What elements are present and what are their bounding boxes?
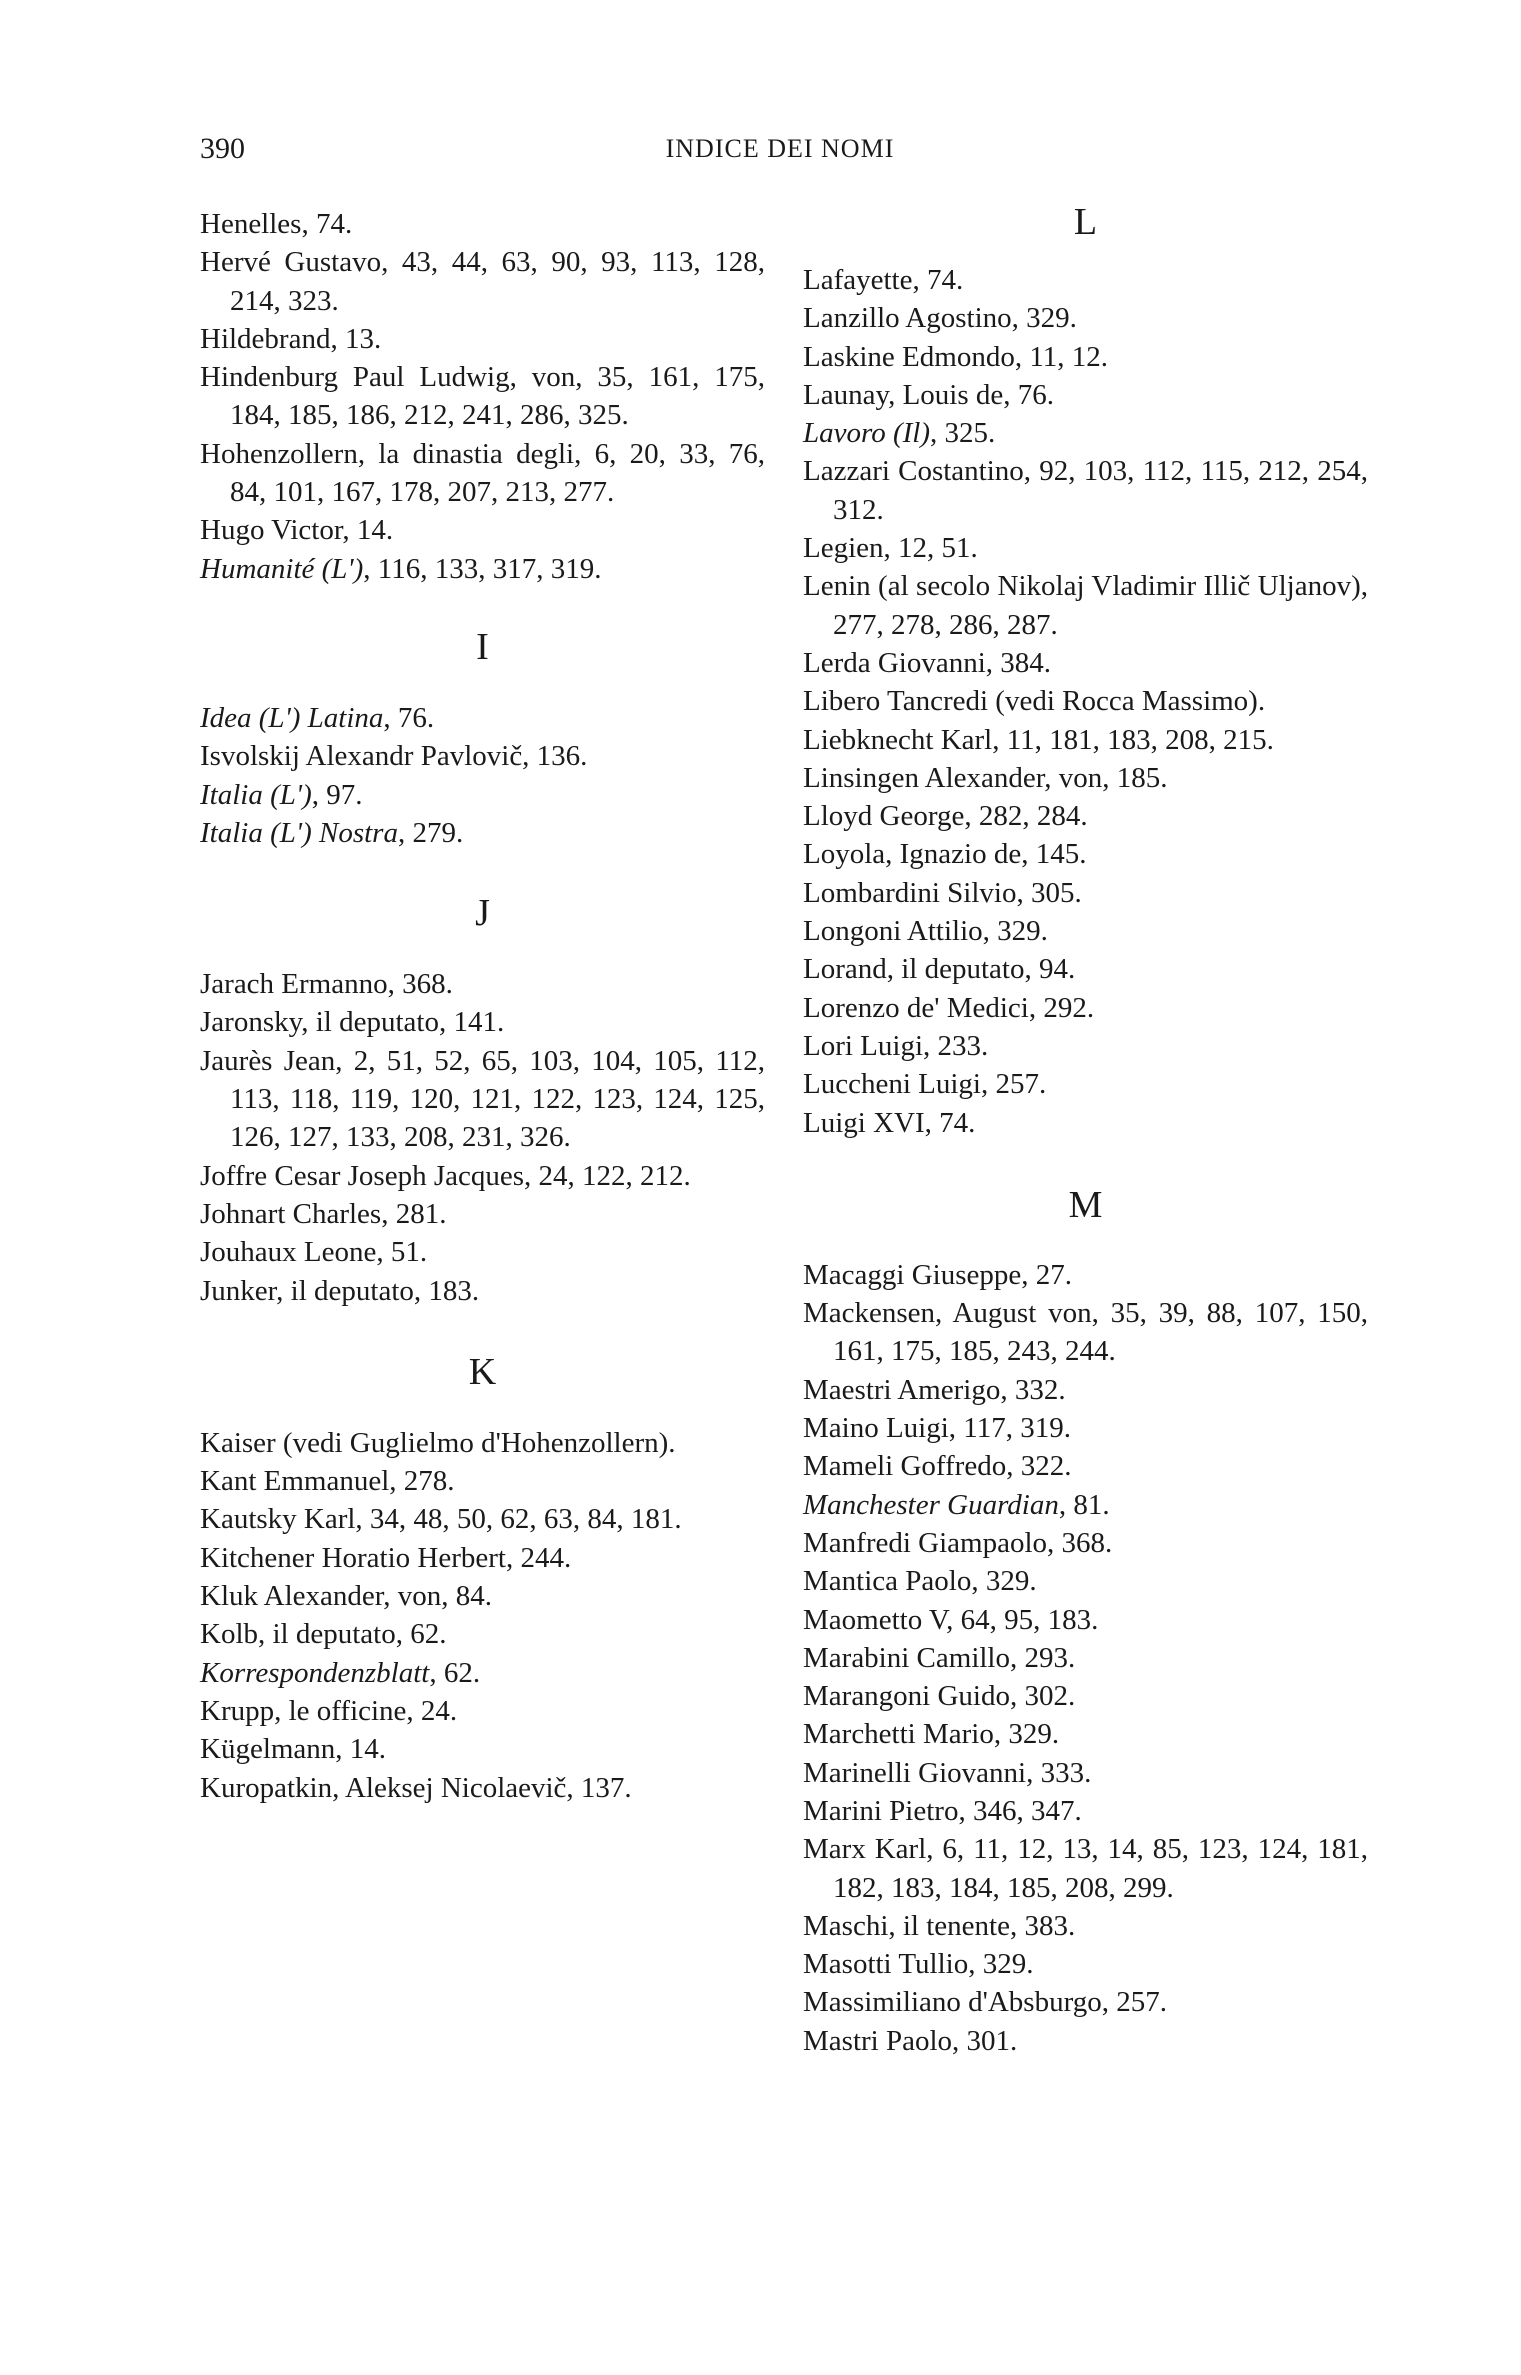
index-entry [803, 1562, 1368, 1600]
entry-text: , 116, 133, 317, 319. [363, 552, 602, 585]
index-entry [803, 989, 1368, 1027]
entry-text: Jarach Ermanno, 368. [200, 968, 453, 1001]
entry-text: Joffre Cesar Joseph Jacques, 24, 122, 212. [200, 1159, 691, 1192]
entry-text: Masotti Tullio, 329. [803, 1948, 1034, 1981]
index-entry [803, 261, 1368, 299]
index-entry [803, 299, 1368, 337]
entry-text: Hugo Victor, 14. [200, 514, 394, 547]
entry-text: Manfredi Giampaolo, 368. [803, 1526, 1113, 1559]
section-letter-j: J [475, 892, 490, 935]
index-group-h [200, 205, 765, 588]
section-letter-i: I [476, 625, 489, 668]
entry-text: Marini Pietro, 346, 347. [803, 1794, 1082, 1827]
entry-text: , 76. [383, 701, 435, 734]
index-entry [803, 338, 1368, 376]
index-entry [200, 1042, 765, 1157]
entry-text: Kluk Alexander, von, 84. [200, 1580, 493, 1613]
index-entry [200, 1233, 765, 1271]
entry-text: Johnart Charles, 281. [200, 1197, 447, 1230]
index-entry [200, 776, 765, 814]
index-entry [200, 550, 765, 588]
entry-text: Maestri Amerigo, 332. [803, 1373, 1066, 1406]
section-letter-m: M [1068, 1183, 1103, 1226]
index-entry [803, 912, 1368, 950]
index-entry [200, 1615, 765, 1653]
entry-text: , 62. [429, 1656, 481, 1689]
entry-text: Marx Karl, 6, 11, 12, 13, 14, 85, 123, 124, 181, 182, 183, 184, 185, 208, 299. [803, 1833, 1368, 1904]
index-entry [803, 1830, 1368, 1907]
entry-text: Junker, il deputato, 183. [200, 1274, 480, 1307]
entry-text: Lerda Giovanni, 384. [803, 646, 1052, 679]
page-number: 390 [200, 132, 245, 165]
entry-text: Legien, 12, 51. [803, 532, 978, 565]
index-entry [803, 874, 1368, 912]
index-entry [200, 243, 765, 320]
entry-text: Maino Luigi, 117, 319. [803, 1412, 1071, 1445]
publication-title: Idea (L') Latina [200, 701, 384, 734]
entry-text: Kolb, il deputato, 62. [200, 1618, 447, 1651]
index-entry [200, 358, 765, 435]
index-group-k [200, 1424, 765, 1807]
index-entry [803, 376, 1368, 414]
entry-text: Marabini Camillo, 293. [803, 1641, 1076, 1674]
index-entry [803, 2022, 1368, 2060]
entry-text: Luccheni Luigi, 257. [803, 1068, 1047, 1101]
index-entry [803, 1907, 1368, 1945]
entry-text: Lorenzo de' Medici, 292. [803, 991, 1095, 1024]
entry-text: Marchetti Mario, 329. [803, 1718, 1060, 1751]
entry-text: Hildebrand, 13. [200, 322, 382, 355]
index-entry [803, 452, 1368, 529]
index-entry [200, 1500, 765, 1538]
index-entry [200, 1272, 765, 1310]
publication-title: Manchester Guardian [803, 1488, 1059, 1521]
index-entry [803, 529, 1368, 567]
entry-text: Lanzillo Agostino, 329. [803, 302, 1077, 335]
entry-text: Lorand, il deputato, 94. [803, 953, 1076, 986]
entry-text: Isvolskij Alexandr Pavlovič, 136. [200, 740, 588, 773]
index-entry [803, 950, 1368, 988]
index-entry [803, 1294, 1368, 1371]
entry-text: Macaggi Giuseppe, 27. [803, 1258, 1072, 1291]
entry-text: , 325. [930, 417, 996, 450]
entry-text: Mastri Paolo, 301. [803, 2024, 1018, 2057]
entry-text: Mackensen, August von, 35, 39, 88, 107, 150, 161, 175, 185, 243, 244. [803, 1297, 1368, 1368]
index-entry [803, 721, 1368, 759]
running-title: INDICE DEI NOMI [665, 134, 895, 163]
entry-text: Kuropatkin, Aleksej Nicolaevič, 137. [200, 1771, 632, 1804]
index-entry [803, 1104, 1368, 1142]
entry-text: Marinelli Giovanni, 333. [803, 1756, 1092, 1789]
index-entry [200, 320, 765, 358]
index-entry [200, 737, 765, 775]
entry-text: Kant Emmanuel, 278. [200, 1465, 455, 1498]
entry-text: Lloyd George, 282, 284. [803, 800, 1088, 833]
index-group-i [200, 699, 765, 852]
entry-text: Jouhaux Leone, 51. [200, 1236, 428, 1269]
entry-text: Lenin (al secolo Nikolaj Vladimir Illič Uljanov), 277, 278, 286, 287. [803, 570, 1368, 641]
index-entry [803, 1754, 1368, 1792]
index-entry [200, 1157, 765, 1195]
left-column [200, 205, 765, 1807]
index-entry [200, 1462, 765, 1500]
index-entry [200, 511, 765, 549]
index-entry [803, 1486, 1368, 1524]
index-entry [200, 1003, 765, 1041]
index-entry [200, 965, 765, 1003]
publication-title: Italia (L') Nostra [200, 816, 398, 849]
entry-text: Hohenzollern, la dinastia degli, 6, 20, 33, 76, 84, 101, 167, 178, 207, 213, 277. [200, 437, 765, 509]
index-entry [803, 644, 1368, 682]
index-entry [200, 1424, 765, 1462]
entry-text: Jaronsky, il deputato, 141. [200, 1006, 505, 1039]
entry-text: Marangoni Guido, 302. [803, 1680, 1076, 1713]
index-entry [803, 1945, 1368, 1983]
entry-text: Mameli Goffredo, 322. [803, 1450, 1072, 1483]
page-header [200, 132, 1360, 182]
index-entry [200, 814, 765, 852]
entry-text: Lombardini Silvio, 305. [803, 876, 1082, 909]
index-entry [200, 1539, 765, 1577]
entry-text: Mantica Paolo, 329. [803, 1565, 1037, 1598]
index-entry [200, 1577, 765, 1615]
publication-title: Humanité (L') [200, 552, 364, 585]
entry-text: Kaiser (vedi Guglielmo d'Hohenzollern). [200, 1426, 676, 1459]
index-entry [803, 797, 1368, 835]
index-entry [803, 567, 1368, 644]
entry-text: Liebknecht Karl, 11, 181, 183, 208, 215. [803, 723, 1274, 756]
entry-text: Loyola, Ignazio de, 145. [803, 838, 1087, 871]
entry-text: Launay, Louis de, 76. [803, 378, 1055, 411]
entry-text: Kügelmann, 14. [200, 1733, 387, 1766]
entry-text: Lazzari Costantino, 92, 103, 112, 115, 212, 254, 312. [803, 455, 1368, 526]
entry-text: Linsingen Alexander, von, 185. [803, 761, 1168, 794]
entry-text: Libero Tancredi (vedi Rocca Massimo). [803, 685, 1266, 718]
index-group-m [803, 1256, 1368, 2060]
entry-text: , 279. [397, 816, 464, 849]
entry-text: Lafayette, 74. [803, 264, 964, 296]
entry-text: Kitchener Horatio Herbert, 244. [200, 1541, 572, 1574]
index-entry [803, 414, 1368, 452]
index-entry [200, 205, 765, 243]
index-entry [803, 1409, 1368, 1447]
entry-text: Lori Luigi, 233. [803, 1029, 989, 1062]
index-entry [803, 1983, 1368, 2021]
index-entry [803, 835, 1368, 873]
index-entry [803, 1065, 1368, 1103]
index-entry [803, 1715, 1368, 1753]
index-entry [200, 435, 765, 512]
entry-text: , 97. [311, 778, 363, 811]
index-entry [200, 1654, 765, 1692]
entry-text: Jaurès Jean, 2, 51, 52, 65, 103, 104, 105, 112, 113, 118, 119, 120, 121, 122, 123, 124, 125, 126, 127, 133, 208, 231, 326. [200, 1044, 765, 1154]
index-entry [200, 1692, 765, 1730]
index-entry [200, 1195, 765, 1233]
entry-text: Laskine Edmondo, 11, 12. [803, 340, 1108, 373]
right-column [803, 201, 1368, 2060]
index-entry [803, 682, 1368, 720]
index-entry [200, 1730, 765, 1768]
section-letter-l: L [1073, 201, 1098, 243]
index-group-l [803, 261, 1368, 1142]
index-entry [803, 759, 1368, 797]
publication-title: Lavoro (Il) [803, 417, 930, 450]
index-entry [803, 1601, 1368, 1639]
entry-text: Massimiliano d'Absburgo, 257. [803, 1986, 1167, 2019]
entry-text: Hervé Gustavo, 43, 44, 63, 90, 93, 113, 128, 214, 323. [200, 246, 765, 317]
index-entry [803, 1371, 1368, 1409]
index-entry [803, 1524, 1368, 1562]
index-entry [803, 1792, 1368, 1830]
entry-text: , 81. [1058, 1488, 1110, 1521]
publication-title: Italia (L') [200, 778, 312, 811]
index-entry [803, 1027, 1368, 1065]
index-entry [200, 699, 765, 737]
section-letter-k: K [468, 1350, 497, 1393]
entry-text: Kautsky Karl, 34, 48, 50, 62, 63, 84, 181. [200, 1503, 682, 1536]
index-entry [803, 1256, 1368, 1294]
entry-text: Maschi, il tenente, 383. [803, 1909, 1076, 1942]
index-entry [803, 1447, 1368, 1485]
entry-text: Hindenburg Paul Ludwig, von, 35, 161, 175, 184, 185, 186, 212, 241, 286, 325. [200, 361, 765, 432]
index-entry [803, 1677, 1368, 1715]
index-entry [200, 1769, 765, 1807]
index-entry [803, 1639, 1368, 1677]
entry-text: Krupp, le officine, 24. [200, 1694, 458, 1727]
entry-text: Longoni Attilio, 329. [803, 915, 1048, 948]
entry-text: Henelles, 74. [200, 208, 353, 240]
entry-text: Maometto V, 64, 95, 183. [803, 1603, 1099, 1636]
publication-title: Korrespondenzblatt [200, 1656, 430, 1689]
index-group-j [200, 965, 765, 1310]
entry-text: Luigi XVI, 74. [803, 1106, 976, 1139]
